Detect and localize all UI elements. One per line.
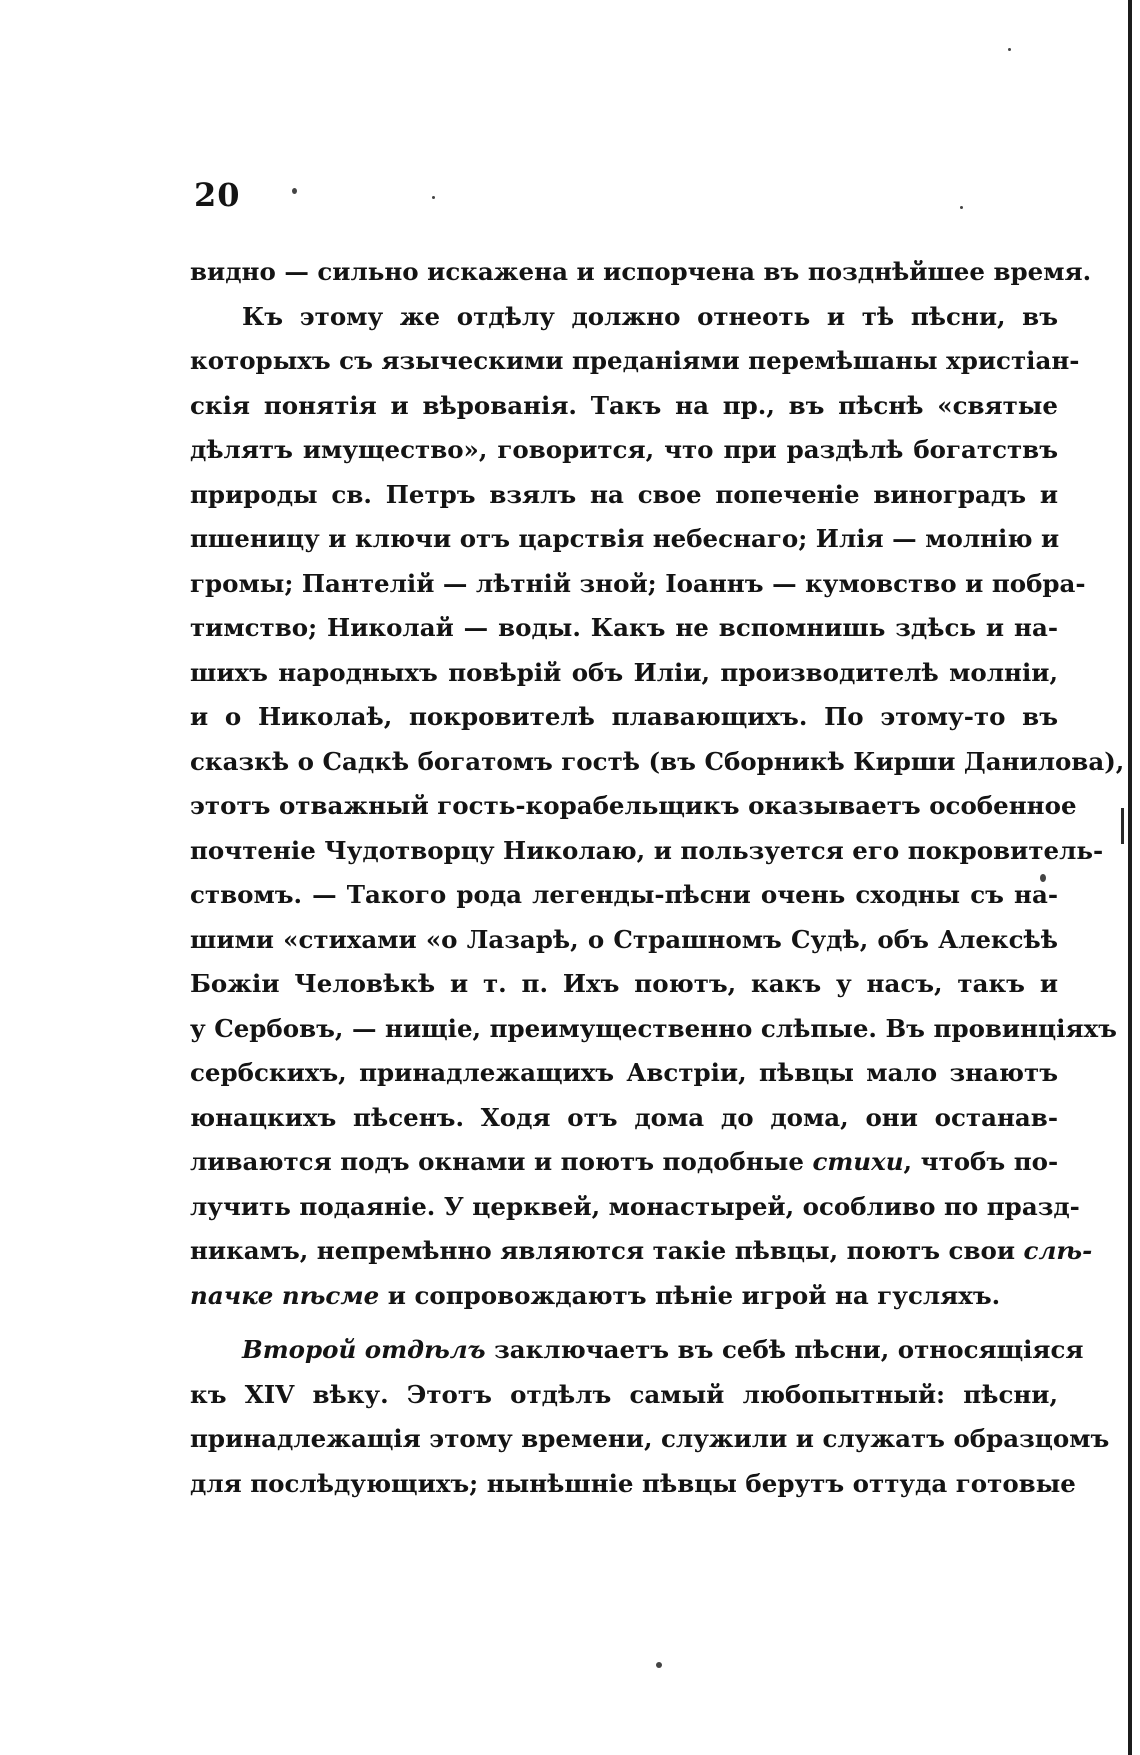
text-line: юнацкихъ пѣсенъ. Ходя отъ дома до дома, они останав- bbox=[190, 1102, 1058, 1132]
text-block bbox=[190, 250, 1125, 1506]
edge-mark bbox=[1121, 808, 1124, 844]
text-line bbox=[190, 1229, 1093, 1274]
text-line: почтеніе Чудотворцу Николаю, и пользуется его покровитель- bbox=[190, 835, 1104, 865]
italic-segment: стихи bbox=[812, 1147, 904, 1176]
speck bbox=[1008, 48, 1011, 51]
text-line: для послѣдующихъ; нынѣшніе пѣвцы берутъ оттуда готовые bbox=[190, 1468, 1076, 1498]
paragraph-gap bbox=[190, 1318, 1058, 1328]
text-line: шихъ народныхъ повѣрій объ Иліи, производителѣ молніи, bbox=[190, 657, 1058, 687]
text-line bbox=[190, 1140, 1058, 1185]
text-segment: заключаетъ въ себѣ пѣсни, относящіяся bbox=[494, 1335, 1084, 1364]
text-segment: и сопровождаютъ пѣніе игрой на гусляхъ. bbox=[387, 1280, 1001, 1310]
text-line: громы; Пантелій — лѣтній зной; Іоаннъ — кумовство и побра- bbox=[190, 568, 1086, 598]
italic-segment: слѣ- bbox=[1023, 1236, 1093, 1265]
speck bbox=[432, 196, 435, 199]
speck bbox=[960, 206, 963, 209]
text-line: ствомъ. — Такого рода легенды-пѣсни очень сходны съ на- bbox=[190, 880, 1058, 909]
page-edge bbox=[1128, 0, 1132, 1755]
text-line: тимство; Николай — воды. Какъ не вспомнишь здѣсь и на- bbox=[190, 613, 1058, 642]
text-line: природы св. Петръ взялъ на свое попеченіе виноградъ и bbox=[190, 479, 1058, 509]
italic-segment: пачке пѣсме bbox=[190, 1280, 380, 1310]
text-line: видно — сильно искажена и испорчена въ позднѣйшее время. bbox=[190, 257, 1092, 286]
text-line: пшеницу и ключи отъ царствія небеснаго; Илія — молнію и bbox=[190, 524, 1060, 553]
text-line: сказкѣ о Садкѣ богатомъ гостѣ (въ Сборникѣ Кирши Данилова), bbox=[190, 746, 1125, 776]
text-line: дѣлятъ имущество», говорится, что при раздѣлѣ богатствъ bbox=[190, 435, 1058, 464]
text-segment: , чтобъ по- bbox=[903, 1147, 1059, 1176]
speck bbox=[292, 188, 297, 194]
text-segment: ливаются подъ окнами и поютъ подобные bbox=[190, 1147, 804, 1176]
page-number: 20 bbox=[194, 176, 241, 214]
text-line: принадлежащія этому времени, служили и служатъ образцомъ bbox=[190, 1424, 1110, 1453]
text-line: Къ этому же отдѣлу должно отнеоть и тѣ пѣсни, въ bbox=[242, 301, 1058, 331]
text-line: которыхъ съ языческими преданіями перемѣшаны христіан- bbox=[190, 346, 1080, 375]
text-line bbox=[190, 1274, 1058, 1319]
italic-segment: Второй отдѣлъ bbox=[242, 1335, 486, 1364]
text-line: у Сербовъ, — нищіе, преимущественно слѣпые. Въ провинціяхъ bbox=[190, 1013, 1117, 1043]
text-line bbox=[190, 1328, 1084, 1373]
text-line: этотъ отважный гость-корабельщикъ оказываетъ особенное bbox=[190, 791, 1077, 820]
text-line: сербскихъ, принадлежащихъ Австріи, пѣвцы мало знаютъ bbox=[190, 1058, 1058, 1087]
text-line: скія понятія и вѣрованія. Такъ на пр., въ пѣснѣ «святые bbox=[190, 390, 1058, 420]
text-line: Божіи Человѣкѣ и т. п. Ихъ поютъ, какъ у насъ, такъ и bbox=[190, 969, 1058, 998]
speck bbox=[656, 1662, 662, 1668]
text-line: лучить подаяніе. У церквей, монастырей, особливо по празд- bbox=[190, 1191, 1080, 1221]
text-line: къ XIV вѣку. Этотъ отдѣлъ самый любопытный: пѣсни, bbox=[190, 1379, 1058, 1409]
text-segment: никамъ, непремѣнно являются такіе пѣвцы, поютъ свои bbox=[190, 1236, 1015, 1265]
text-line: и о Николаѣ, покровителѣ плавающихъ. По этому-то въ bbox=[190, 702, 1058, 731]
text-line: шими «стихами «о Лазарѣ, о Страшномъ Судѣ, объ Алексѣѣ bbox=[190, 924, 1058, 954]
